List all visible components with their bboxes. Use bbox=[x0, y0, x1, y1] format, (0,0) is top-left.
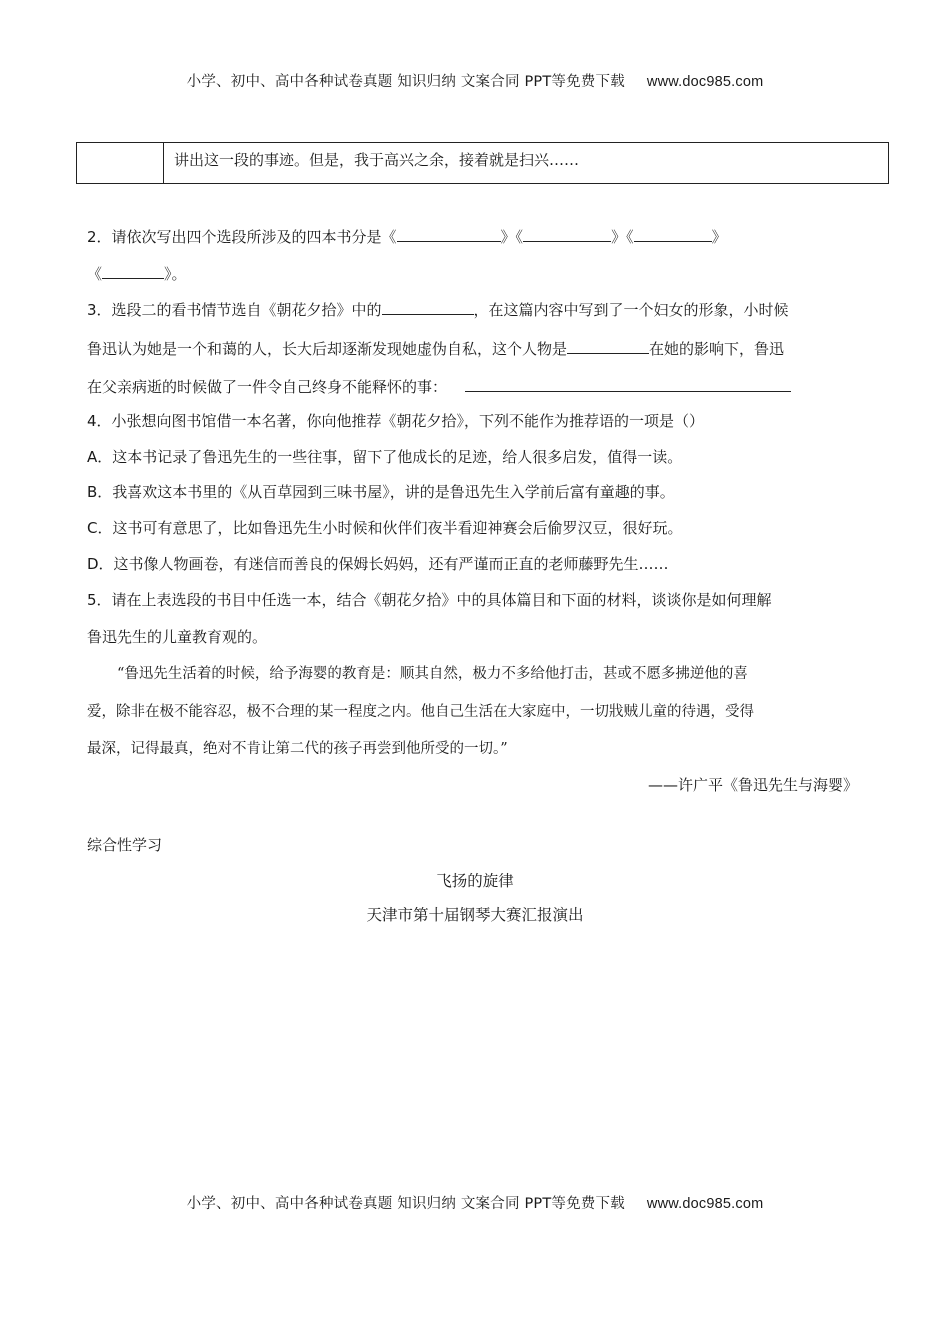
q3-line1-b: ，在这篇内容中写到了一个妇女的形象，小时候 bbox=[473, 301, 789, 319]
question-4-stem: 4．小张想向图书馆借一本名著，你向他推荐《朝花夕拾》，下列不能作为推荐语的一项是（） bbox=[87, 412, 705, 430]
q3-blank-2[interactable] bbox=[567, 338, 649, 354]
q3-blank-1[interactable] bbox=[382, 299, 474, 315]
page-header bbox=[0, 70, 950, 91]
q2-sep-2: 》《 bbox=[611, 228, 634, 246]
footer-text: 小学、初中、高中各种试卷真题 知识归纳 文案合同 PPT等免费下载 bbox=[186, 1196, 625, 1212]
question-3-line3 bbox=[87, 376, 867, 397]
question-3-line2 bbox=[87, 338, 867, 359]
section-label: 综合性学习 bbox=[87, 836, 163, 854]
question-5-line1: 5．请在上表选段的书目中任选一本，结合《朝花夕拾》中的具体篇目和下面的材料，谈谈你是如何理解 bbox=[87, 591, 772, 609]
question-5-line2: 鲁迅先生的儿童教育观的。 bbox=[87, 628, 268, 646]
section-title: 飞扬的旋律 bbox=[436, 872, 514, 890]
header-site-link[interactable]: www.doc985.com bbox=[646, 74, 764, 90]
q4-option-a[interactable]: A．这本书记录了鲁迅先生的一些往事，留下了他成长的足迹，给人很多启发，值得一读。 bbox=[87, 448, 683, 466]
q3-line2-a: 鲁迅认为她是一个和蔼的人，长大后却逐渐发现她虚伪自私，这个人物是 bbox=[87, 340, 568, 358]
q2-line2-end: 》。 bbox=[164, 265, 187, 283]
q3-line3: 在父亲病逝的时候做了一件令自己终身不能释怀的事： bbox=[87, 378, 448, 396]
table-cell-empty bbox=[77, 143, 164, 183]
quote-source: ——许广平《鲁迅先生与海婴》 bbox=[647, 776, 858, 794]
reading-table bbox=[76, 142, 889, 184]
quote-line3: 最深，记得最真，绝对不肯让第二代的孩子再尝到他所受的一切。” bbox=[87, 741, 508, 757]
q4-option-d[interactable]: D．这书像人物画卷，有迷信而善良的保姆长妈妈，还有严谨而正直的老师藤野先生…… bbox=[87, 555, 669, 573]
quote-line2: 爱，除非在极不能容忍，极不合理的某一程度之内。他自己生活在大家庭中，一切戕贼儿童的待遇，受得 bbox=[87, 704, 754, 720]
q3-blank-3[interactable] bbox=[465, 376, 791, 392]
q2-blank-2[interactable] bbox=[523, 226, 611, 242]
table-cell-text: 讲出这一段的事迹。但是，我于高兴之余，接着就是扫兴…… bbox=[174, 151, 580, 169]
q2-line2-start: 《 bbox=[87, 265, 103, 283]
q2-sep-1: 》《 bbox=[500, 228, 524, 246]
q4-option-b[interactable]: B．我喜欢这本书里的《从百草园到三味书屋》，讲的是鲁迅先生入学前后富有童趣的事。 bbox=[87, 483, 675, 501]
section-subtitle: 天津市第十届钢琴大赛汇报演出 bbox=[366, 906, 584, 924]
q2-blank-3[interactable] bbox=[634, 226, 712, 242]
header-text: 小学、初中、高中各种试卷真题 知识归纳 文案合同 PPT等免费下载 bbox=[186, 74, 625, 90]
question-2-line2 bbox=[87, 263, 867, 284]
q4-option-c[interactable]: C．这书可有意思了，比如鲁迅先生小时候和伙伴们夜半看迎神赛会后偷罗汉豆，很好玩。 bbox=[87, 519, 683, 537]
question-2-line1 bbox=[87, 226, 867, 247]
q2-text: 2．请依次写出四个选段所涉及的四本书分是《 bbox=[87, 228, 397, 246]
quote-line1: “鲁迅先生活着的时候，给予海婴的教育是：顺其自然，极力不多给他打击，甚或不愿多拂逆他的喜 bbox=[117, 666, 748, 682]
question-3-line1 bbox=[87, 299, 867, 320]
q3-line2-b: 在她的影响下，鲁迅 bbox=[649, 340, 785, 358]
q2-blank-1[interactable] bbox=[397, 226, 501, 242]
q2-end: 》 bbox=[711, 228, 727, 246]
q3-line1-a: 3．选段二的看书情节选自《朝花夕拾》中的 bbox=[87, 301, 382, 319]
footer-site-link[interactable]: www.doc985.com bbox=[646, 1196, 764, 1212]
q2-blank-4[interactable] bbox=[102, 263, 164, 279]
page-footer bbox=[0, 1192, 950, 1213]
